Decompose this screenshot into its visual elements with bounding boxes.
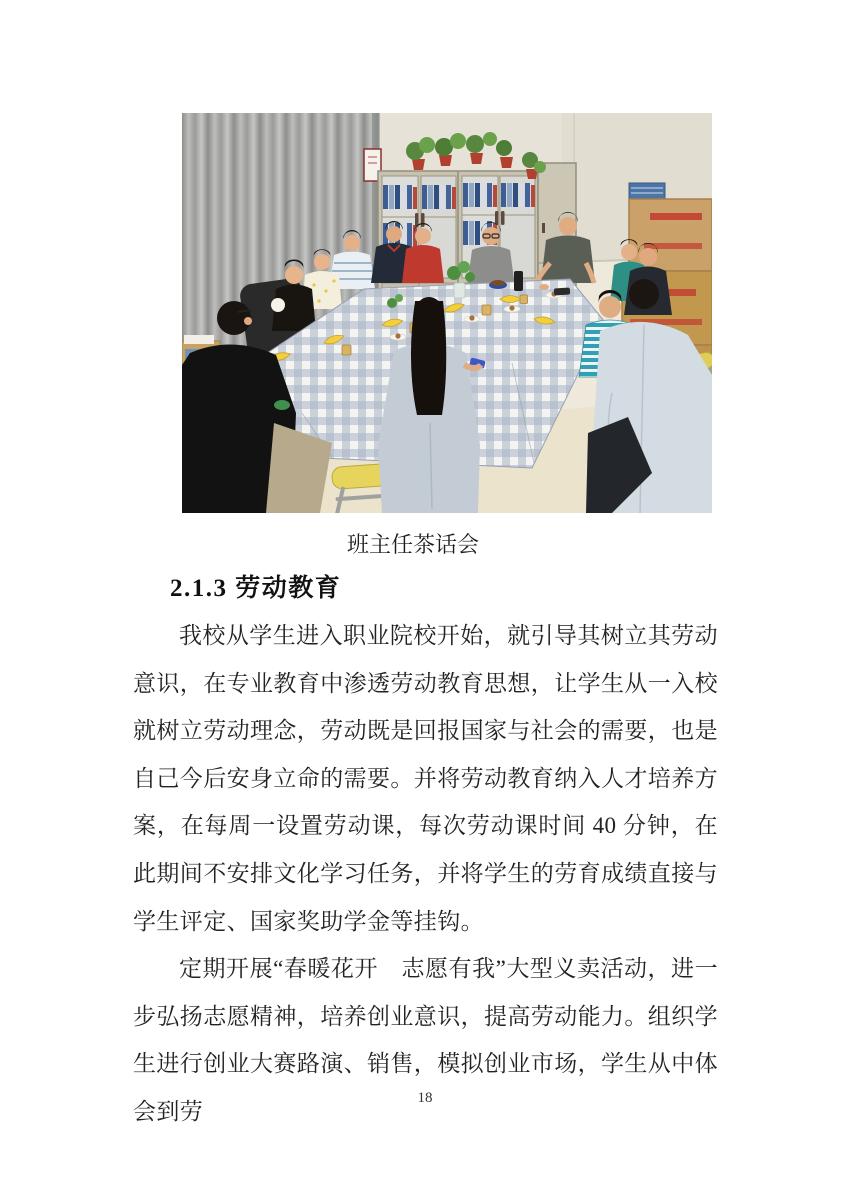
body-text xyxy=(133,612,718,1136)
paragraph-2: 定期开展“春暖花开 志愿有我”大型义卖活动，进一步弘扬志愿精神，培养创业意识，提高劳动能力。组织学生进行创业大赛路演、销售，模拟创业市场，学生从中体会到劳 xyxy=(133,956,718,1124)
paragraph-1: 我校从学生进入职业院校开始，就引导其树立其劳动意识，在专业教育中渗透劳动教育思想，让学生从一入校就树立劳动理念，劳动既是回报国家与社会的需要，也是自己今后安身立命的需要。并将劳动教育纳入人才培养方案，在每周一设置劳动课，每次劳动课时间 40 分钟，在此期间不安排文化学习任务，并将学生的劳育成绩直接与学生评定、国家奖助学金等挂钩。 xyxy=(133,623,718,934)
meeting-photo-illustration xyxy=(182,113,712,513)
figure-caption: 班主任茶话会 xyxy=(346,532,479,557)
page-number: 18 xyxy=(417,1090,433,1106)
meeting-photo xyxy=(182,113,712,513)
section-heading: 2.1.3 劳动教育 xyxy=(170,575,342,602)
